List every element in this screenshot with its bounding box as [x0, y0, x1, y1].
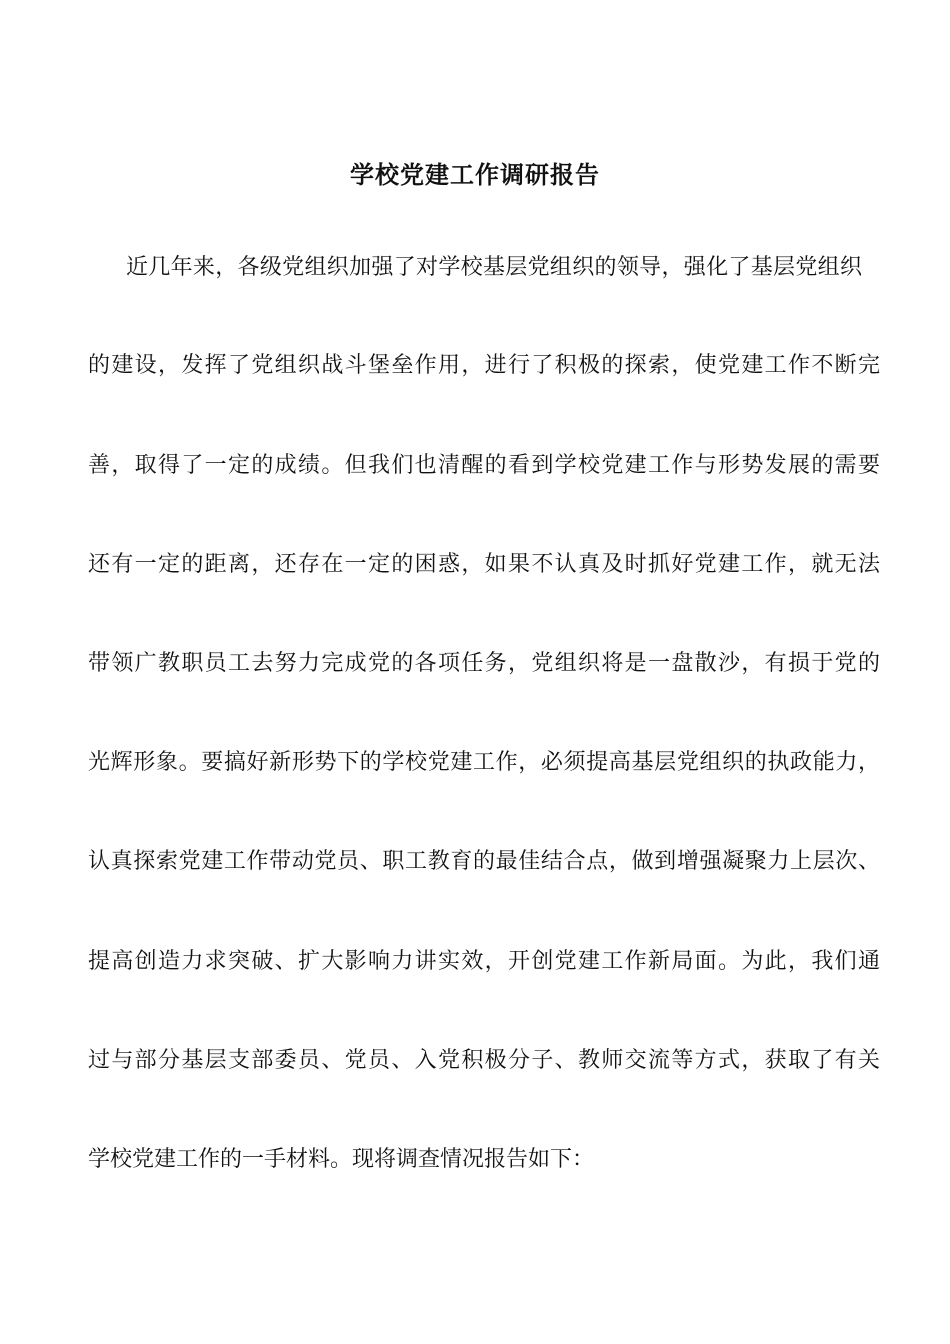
paragraph-line: 过与部分基层支部委员、党员、入党积极分子、教师交流等方式，获取了有关	[88, 1048, 880, 1073]
paragraph-line: 提高创造力求突破、扩大影响力讲实效，开创党建工作新局面。为此，我们通	[88, 949, 880, 974]
paragraph-line: 善，取得了一定的成绩。但我们也清醒的看到学校党建工作与形势发展的需要	[88, 453, 880, 478]
paragraph-line: 学校党建工作的一手材料。现将调查情况报告如下：	[88, 1147, 595, 1172]
paragraph-line: 近几年来，各级党组织加强了对学校基层党组织的领导，强化了基层党组织	[126, 255, 862, 280]
paragraph-line: 的建设，发挥了党组织战斗堡垒作用，进行了积极的探索，使党建工作不断完	[88, 353, 880, 378]
paragraph-line: 带领广教职员工去努力完成党的各项任务，党组织将是一盘散沙，有损于党的	[88, 651, 880, 676]
paragraph-line: 还有一定的距离，还存在一定的困惑，如果不认真及时抓好党建工作，就无法	[88, 552, 880, 577]
paragraph-line: 认真探索党建工作带动党员、职工教育的最佳结合点，做到增强凝聚力上层次、	[88, 849, 880, 874]
paragraph-line: 光辉形象。要搞好新形势下的学校党建工作，必须提高基层党组织的执政能力，	[88, 750, 880, 775]
document-title: 学校党建工作调研报告	[350, 160, 600, 189]
